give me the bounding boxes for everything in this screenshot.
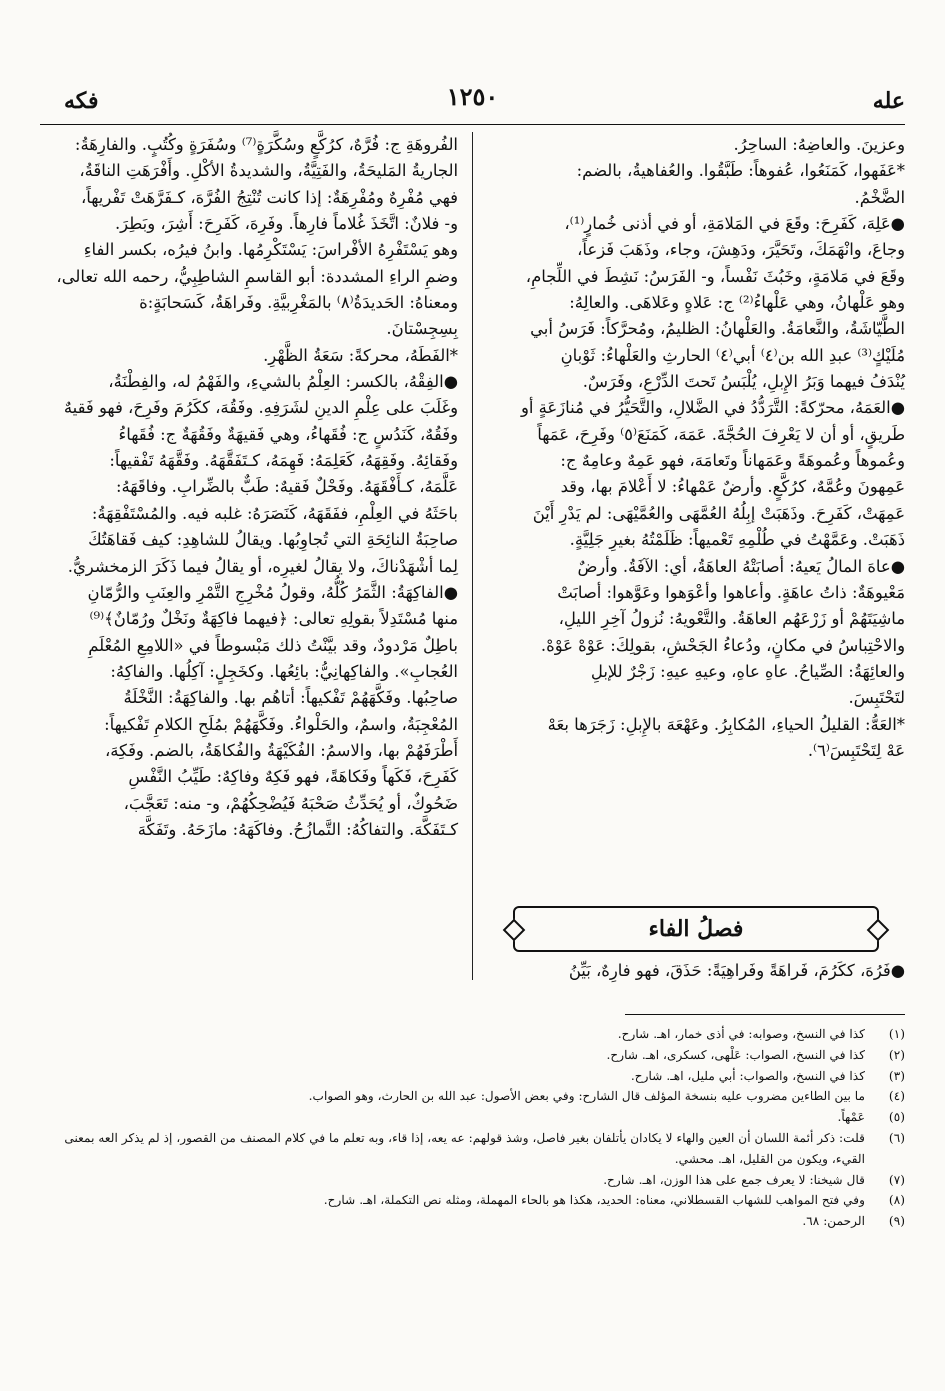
header-right-word: عله — [872, 88, 905, 114]
column-divider — [472, 132, 473, 980]
footnote-text: قال شيخنا: لا يعرف جمع على هذا الوزن، اهـ. شارح. — [603, 1172, 865, 1187]
footnote-number: (٦) — [888, 1130, 905, 1145]
footnote-text: ما بين الطاءين مضروب عليه بنسخة المؤلف قال الشارح: وفي بعض الأصول: عبد الله بن الحارث، وهو الصواب. — [308, 1089, 865, 1104]
footnote — [40, 1170, 905, 1191]
header-rule — [40, 124, 905, 125]
right-column-line: ذَهَبَتْ. وعَمَّهْتُ في طُلْمِهِ تَعْميهاً: ظَلَمْتُهُ بغيرِ جَلِيَّةٍ. — [569, 530, 905, 550]
right-column-line: يُنْدَفُ فيهما وَبَرُ الإِبلِ، يُلْبَسُ تَحتَ الدِّرْعِ، وفَرَسٌ. — [582, 372, 905, 392]
footnote — [40, 1190, 905, 1211]
footnote — [40, 1107, 905, 1128]
section-heading — [487, 906, 905, 958]
right-column-line: وجاعَ، وانْهَمَكَ، وتَحَيَّرَ، ودَهِشَ، وجاء، وذَهَبَ فَزعاً، — [577, 240, 905, 260]
left-column-line: ومعناهُ: الحَديدَةُ⁽٨⁾ بالمَغْرِبيَّةِ. وفَراهَةُ، كَسَحابَةٍ:ة — [139, 293, 458, 313]
right-column-line: وعُموهاً وعُموهَةً وعَمَهاناً وتَعامَهَ، فهو عَمِهٌ وعامِهٌ ج: — [560, 451, 905, 471]
right-column-line: ماشِيَتَهُمْ أو زَرْعَهُم العاهَةُ. والتَّعْويهُ: نُزولُ آخِرِ الليلِ، — [558, 609, 905, 629]
footnote-number: (٥) — [888, 1110, 905, 1125]
left-column-line: العُجابِ». والفاكِهانِيُّ: بائِعُها. وكخَجِلٍ: آكِلُها. والفاكِهُ: — [110, 661, 458, 681]
footnote-number: (٢) — [888, 1047, 905, 1062]
right-column-line: عَمِهونَ وعُمَّهٌ، كرُكَّعٍ. وأرضٌ عَمْهاءُ: لا أَعْلامَ بها، وقد — [560, 477, 905, 497]
left-column-line: وفَقُهٌ، كَنَدُسٍ ج: فُقَهاءُ، وهي فَقيهَةٌ وفَقُهَةٌ ج: فُقَهاءُ — [118, 424, 458, 444]
right-column-line: مُلَيْكٍ⁽³⁾ عبدِ الله بن⁽٤⁾ أبي⁽٤⁾ الحارثِ والعَلْهاءُ: ثَوْبانِ — [560, 345, 905, 365]
footnote-text: وفي فتح المواهب للشهاب القسطلاني، معناه: الحديد، هكذا هو بالحاء المهملة، ومثله نص التكملة، اهـ. شارح. — [323, 1193, 865, 1208]
left-column-line: باطِلٌ مَرْدودٌ، وقد بيَّنْتُ ذلك مَبْسوطاً في «اللامِعِ المُعْلَمِ — [88, 635, 458, 655]
page-header — [40, 82, 905, 122]
right-column-line: وعزينَ. والعاضِهُ: الساحِرُ. — [733, 135, 905, 154]
footnote — [40, 1128, 905, 1170]
right-column-line: والاحْتِباسُ في مكانٍ، ودُعاءُ الجَحْشِ، بقولِكَ: عَوْهْ عَوْهْ. — [540, 635, 905, 655]
left-column-line: منها مُسْتَدِلاً بقولِهِ تعالى: ﴿فيهما فاكِهَةٌ ونَخْلٌ ورُمّانٌ﴾⁽⁹⁾ — [89, 609, 458, 629]
footnote — [40, 1066, 905, 1087]
right-column-line: وقَعَ في مَلامَةٍ، وخَبُثَ نَفْساً، و- الفَرَسُ: نَشِطَ في اللِّجامِ، — [525, 266, 905, 286]
footnote-text: كذا في النسخ، وصوابه: في أذى خمار، اهـ. شارح. — [617, 1027, 865, 1041]
left-column-line: باحَثَهُ في العِلْمِ، ففَقَهَهُ، كَنَصَرَهُ: غلبه فيه. والمُسْتَفْقِهَةُ: — [91, 503, 458, 523]
left-column-line: لِما أشْهَدْناكَ، ولا يقالُ لغيرِه، أو يقالُ فيما ذَكَرَ الزمخشريُّ. — [67, 556, 458, 576]
left-column-line: الجاريةُ المَليحَةُ، والفَتِيَّةُ، والشديدةُ الأكْلِ. وأَفْرَهَتِ الناقَةُ، — [79, 161, 458, 181]
right-column-line: الطَّيّاشَةُ، والنَّعامَةُ. والعَلْهانُ: الظليمُ، ومُحرَّكاً: فَرَسُ أبي — [530, 319, 905, 339]
right-column-line: عَمِهَتْ، كَفَرِحَ. وذَهَبَتْ إبِلُهُ العُمَّهَى والعُمَّيْهَى: لم يَدْرِ أَيْنَ — [532, 503, 905, 523]
footnote — [40, 1211, 905, 1232]
right-column-line: عَهْ لِتَحْتَبِسَ⁽٦⁾. — [807, 740, 905, 760]
left-column-line: الفُروهَةِ ج: فُرَّهٌ، كرُكَّعٍ وسُكَّرَةٍ⁽⁷⁾ وسُفَرَةٍ وكُتُبٍ. والفارِهَةُ: — [74, 135, 458, 154]
left-column-line: المُعْجِبَةُ، واسمٌ، والحَلْواءُ. وفَكَّهَهُمْ بمُلَحِ الكلامِ تَفْكيهاً: — [104, 714, 458, 734]
footnote-text: الرحمن: ٦٨. — [802, 1214, 865, 1229]
page-number: ١٢٥٠ — [446, 82, 499, 111]
left-column-line: بِسِجِسْتانَ. — [386, 319, 458, 339]
left-column-line: كـتَفَكَّهَ. والتفاكُهُ: التَّمازُحُ. وفاكَهَهُ: مازَحَهُ. وتَفَكَّهَ — [137, 819, 458, 839]
left-column-line: فهي مُفْرِهٌ ومُفْرِهَةٌ: إذا كانت تُنْتِجُ الفُرَّهَ، كـفَرَّهَتْ تَفْريهاً، — [80, 187, 458, 207]
right-column-line: لتَحْتَبِسَ. — [848, 688, 905, 708]
section-title: فصلُ الفاء — [513, 906, 879, 952]
footnote-number: (٧) — [888, 1172, 905, 1187]
footnote-text: عَمْهاً. — [837, 1110, 865, 1125]
right-column-line: ●عاهَ المالُ يَعيهُ: أصابَتْهُ العاهَةُ، أي: الآفَةُ. وأرضٌ — [577, 556, 905, 576]
left-column-line: كَفَرِحَ، فَكَهاً وفَكاهَةً، فهو فَكِهٌ وفاكِهٌ: طَيِّبُ النَّفْسِ — [128, 767, 458, 787]
footnote-rule — [625, 1014, 905, 1015]
left-column-line: وهو يَسْتَفْرِهُ الأفْراسَ: يَسْتَكْرِمُها. وابنُ فيرُه، بكسر الفاءِ — [83, 240, 458, 260]
right-column-line: ●العَمَهُ، محرّكةً: التَّرَدُّدُ في الضَّلالِ، والتَّحَيُّرُ في مُنازَعَةٍ أو — [520, 398, 905, 418]
right-column-line: وهو عَلْهانُ، وهي عَلْهاءُ⁽²⁾ ج: عَلاهٍ وعَلاهَى. والعالِهُ: — [569, 293, 905, 313]
footnote-number: (٨) — [888, 1193, 905, 1208]
right-column — [485, 132, 905, 764]
left-column-line: صاحِبَةُ النائِحَةِ التي تُجاوِبُها. ويقالُ للشاهِدِ: كيف فَقاهَتُكَ — [88, 530, 458, 550]
footnote-number: (٣) — [888, 1068, 905, 1083]
footnotes — [40, 1024, 905, 1232]
footnote — [40, 1086, 905, 1107]
footnote — [40, 1024, 905, 1045]
right-column-line: طَريقٍ، أو أن لا يَعْرِفَ الحُجَّةَ. عَمَهَ، كَمَنَعَ⁽٥⁾ وفَرِحَ، عَمَهاً — [537, 424, 905, 444]
left-column-line: عَلَّمَهُ، كـأَفْقَهَهُ. وفَحْلٌ فَقيهٌ: طَبٌّ بالضِّرابِ. وفاقَهَهُ: — [115, 477, 458, 497]
left-column-line: و- فلانٌ: اتَّخَذَ غُلاماً فارِهاً. وفَرِهَ، كَفَرِحَ: أَشِرَ، وبَطِرَ. — [114, 214, 458, 234]
header-left-word: فكه — [64, 88, 99, 114]
left-column-line: *الفَطَهُ، محركةً: سَعَةُ الظَّهْرِ. — [263, 345, 458, 365]
left-column-line: وفَقائِهُ. وفَقِهَهُ، كَعَلِمَهُ: فَهِمَهُ، كـتَفَقَّهَهُ. وفَقَّهَهُ تَفْقيهاً: — [109, 451, 458, 471]
footnote-number: (٩) — [888, 1214, 905, 1229]
left-column-line: صاحِبُها. وفَكَّهَهُمْ تَفْكيهاً: أتاهُم بها. والفاكِهَةُ: النَّخْلَةُ — [123, 688, 458, 708]
footnote-number: (١) — [888, 1027, 905, 1041]
left-column-line: ضَحُوكٌ، أو يُحَدِّثُ صَحْبَهُ فَيُضْحِكُهُمْ، و- منه: تَعَجَّبَ، — [123, 793, 458, 813]
footnote — [40, 1045, 905, 1066]
footnote-text: كذا في النسخ، والصواب: أبي مليل، اهـ. شارح. — [630, 1068, 865, 1083]
right-column-line: الضَّخْمُ. — [854, 187, 905, 207]
footnote-number: (٤) — [888, 1089, 905, 1104]
right-column-line: ●عَلِهَ، كَفَرِحَ: وقَعَ في المَلامَةِ، أو في أذنى خُمارٍ⁽¹⁾، — [564, 214, 905, 234]
left-column-line: أَطْرَفَهُمْ بها، والاسمُ: الفُكَيْهَةُ والفُكاهَةُ، بالضم. وفَكِهَ، — [104, 740, 458, 760]
right-column-line: مَعْيوهَةٌ: ذاتُ عاهَةٍ. وأعاهوا وأعْوَهوا وعَوَّهوا: أصابَتْ — [557, 582, 905, 602]
left-column-line: وغَلَبَ على عِلْمِ الدينِ لشَرَفِهِ. وفَقُهَ، ككَرُمَ وفَرِحَ، فهو فَقيهٌ — [63, 398, 458, 418]
left-column-line: ●الفاكِهَةُ: الثَّمَرُ كُلُّهُ، وقولُ مُخْرِجِ التَّمْرِ والعِنَبِ والرُّمّانِ — [87, 582, 458, 602]
right-column-line: *عَفَهوا، كَمَنَعُوا، عُفوهاً: طَبَّقُوا. والعُفاهيةُ، بالضم: — [576, 161, 905, 181]
footnote-text: كذا في النسخ، الصواب: عَلْهى، كسكرى، اهـ. شارح. — [606, 1047, 865, 1062]
right-column-line: *العَهُّ: القليلُ الحياءِ، المُكابِرُ. وعَهْعَهَ بالإِبلِ: زَجَرَها بعَهْ — [547, 714, 905, 734]
left-column-line: وضمِ الراءِ المشددة: أبو القاسمِ الشاطِبِيُّ، رحمه الله تعالى، — [56, 266, 458, 286]
right-column-line: والعائِهَةُ: الصِّياحُ. عاهِ عاهِ، وعيهِ عيهِ: زَجْرٌ للإبلِ — [590, 661, 905, 681]
left-column — [40, 132, 458, 843]
footnote-text: قلت: ذكر أئمة اللسان أن العين والهاء لا يكادان يأتلفان بغير فاصل، وشذ قولهم: عه يعه، إذا قاء، وبه تعلم ما في كلام المصنف من القصور، إذ لم يذكر العه بمعنى القيء، ويكون من القليل، اهـ. محشي. — [64, 1130, 865, 1166]
section-first-entry: ●فَرُهَ، ككَرُمَ، فَراهَةً وفَراهِيَةً: حَذَقَ، فهو فارِهٌ، بَيِّنُ — [568, 961, 905, 980]
left-column-line: ●الفِقْهُ، بالكسر: العِلْمُ بالشيءِ، والفَهْمُ له، والفِطْنَةُ، — [108, 372, 458, 392]
